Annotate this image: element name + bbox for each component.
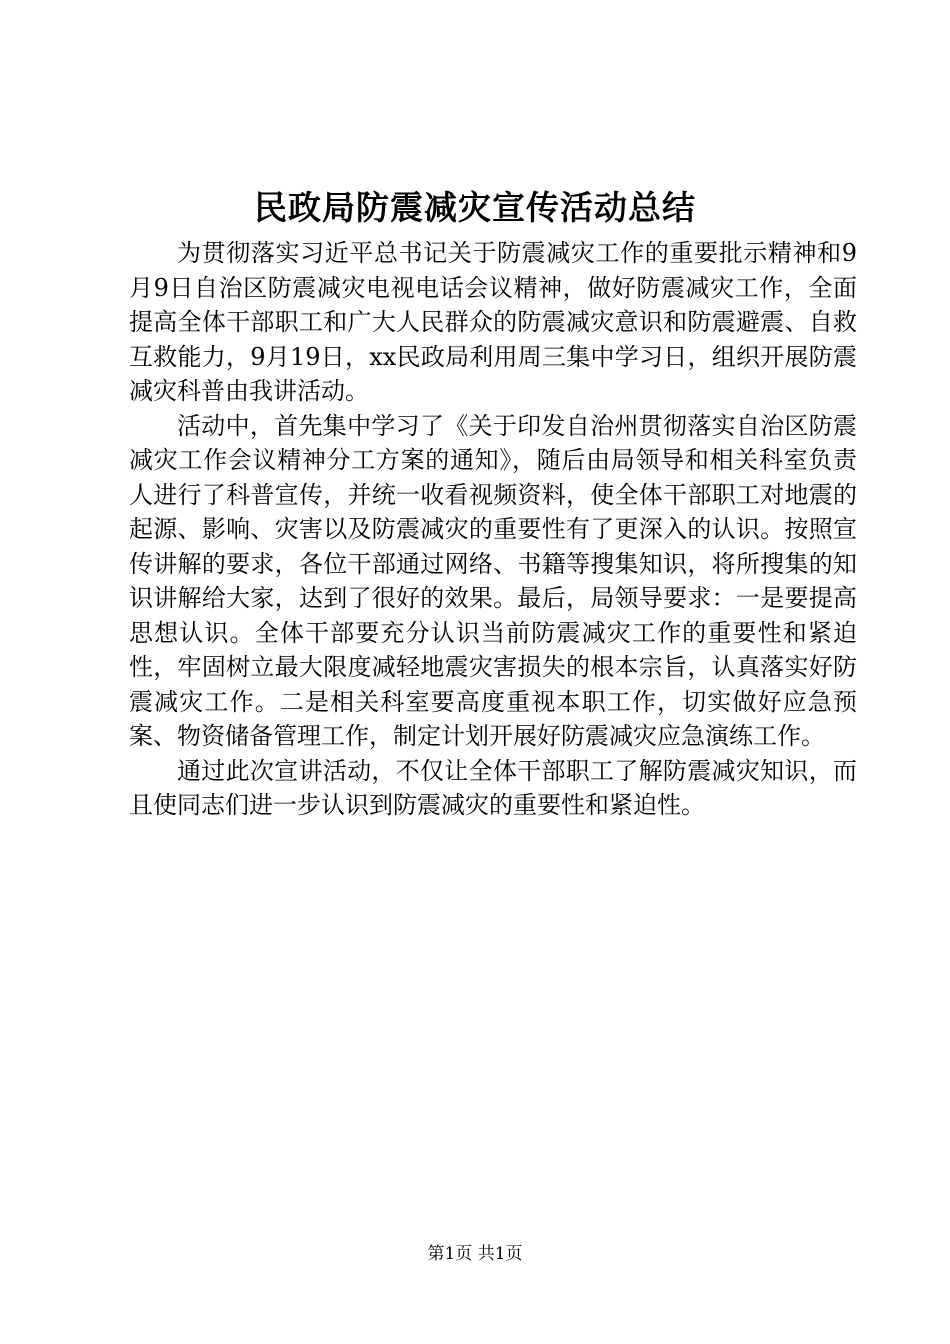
paragraph-2: 活动中，首先集中学习了《关于印发自治州贯彻落实自治区防震减灾工作会议精神分工方案的通知》，随后由局领导和相关科室负责人进行了科普宣传，并统一收看视频资料，使全体干部职工对地震的起源、影响、灾害以及防震减灾的重要性有了更深入的认识。按照宣传讲解的要求，各位干部通过网络、书籍等搜集知识，将所搜集的知识讲解给大家，达到了很好的效果。最后，局领导要求：一是要提高思想认识。全体干部要充分认识当前防震减灾工作的重要性和紧迫性，牢固树立最大限度减轻地震灾害损失的根本宗旨，认真落实好防震减灾工作。二是相关科室要高度重视本职工作，切实做好应急预案、物资储备管理工作，制定计划开展好防震减灾应急演练工作。 xyxy=(129,411,857,750)
document-title: 民政局防震减灾宣传活动总结 xyxy=(254,188,696,227)
page-number-footer: 第1页 共1页 xyxy=(427,1244,523,1264)
paragraph-1: 为贯彻落实习近平总书记关于防震减灾工作的重要批示精神和9月9日自治区防震减灾电视电话会议精神，做好防震减灾工作，全面提高全体干部职工和广大人民群众的防震减灾意识和防震避震、自救互救能力，9月19日，xx民政局利用周三集中学习日，组织开展防震减灾科普由我讲活动。 xyxy=(129,239,857,405)
document-body xyxy=(129,236,857,823)
paragraph-3: 通过此次宣讲活动，不仅让全体干部职工了解防震减灾知识，而且使同志们进一步认识到防震减灾的重要性和紧迫性。 xyxy=(129,756,857,819)
